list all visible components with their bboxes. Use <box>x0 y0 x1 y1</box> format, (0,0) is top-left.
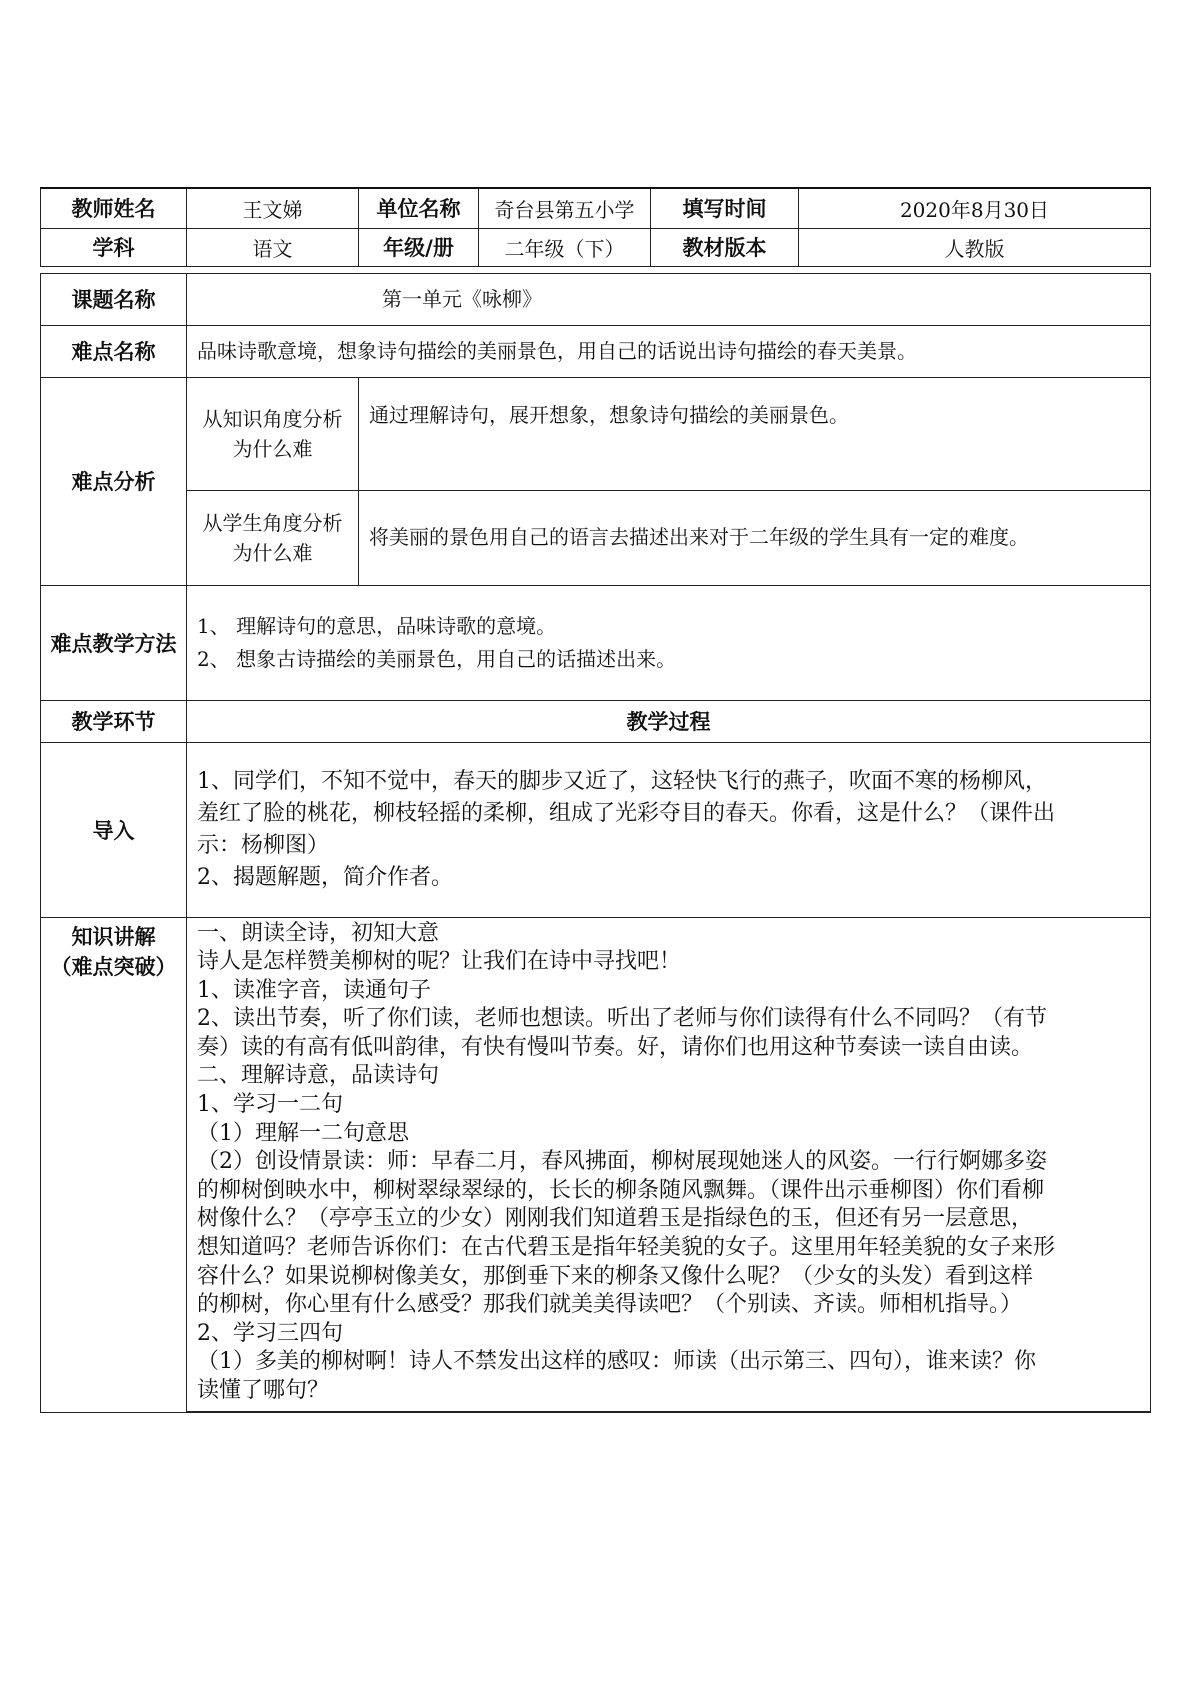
knowledge-content <box>187 917 1151 1412</box>
knowledge-line: 容什么？如果说柳树像美女，那倒垂下来的柳条又像什么呢？（少女的头发）看到这样 <box>197 1263 1034 1289</box>
subject-label: 学科 <box>41 228 187 266</box>
fill-time-label: 填写时间 <box>651 188 799 228</box>
difficulty-label: 难点名称 <box>41 325 187 377</box>
knowledge-line: 树像什么？（亭亭玉立的少女）刚刚我们知道碧玉是指绿色的玉，但还有另一层意思， <box>197 1206 1034 1232</box>
knowledge-label-line1: 知识讲解 <box>71 924 156 949</box>
knowledge-line: 2、学习三四句 <box>197 1320 343 1346</box>
difficulty-value: 品味诗歌意境，想象诗句描绘的美丽景色，用自己的话说出诗句描绘的春天美景。 <box>187 325 1151 377</box>
lesson-plan-sheet <box>40 187 1150 1413</box>
intro-content <box>187 742 1151 917</box>
process-header: 教学过程 <box>187 700 1151 742</box>
intro-line: 1、同学们，不知不觉中，春天的脚步又近了，这轻快飞行的燕子，吹面不寒的杨柳风， <box>197 768 1047 794</box>
knowledge-line: （1）多美的柳树啊！诗人不禁发出这样的感叹：师读（出示第三、四句），谁来读？你 <box>197 1349 1036 1375</box>
process-header-row <box>41 700 1151 742</box>
intro-line: 羞红了脸的桃花，柳枝轻摇的柔柳，组成了光彩夺目的春天。你看，这是什么？（课件出 <box>197 800 1056 826</box>
unit-name-label: 单位名称 <box>359 188 479 228</box>
knowledge-line: 诗人是怎样赞美柳树的呢？让我们在诗中寻找吧！ <box>197 949 682 975</box>
knowledge-line: 想知道吗？老师告诉你们：在古代碧玉是指年轻美貌的女子。这里用年轻美貌的女子来形 <box>197 1235 1056 1261</box>
teacher-name-value: 王文娣 <box>187 188 359 228</box>
edition-label: 教材版本 <box>651 228 799 266</box>
method-label: 难点教学方法 <box>41 585 187 700</box>
knowledge-line: 2、读出节奏，听了你们读，老师也想读。听出了老师与你们读得有什么不同吗？（有节 <box>197 1006 1047 1032</box>
knowledge-line: 读懂了哪句？ <box>197 1378 330 1403</box>
knowledge-angle-label <box>187 377 359 490</box>
intro-row <box>41 742 1151 917</box>
knowledge-angle-value: 通过理解诗句，展开想象，想象诗句描绘的美丽景色。 <box>359 377 1151 490</box>
grade-value: 二年级（下） <box>479 228 651 266</box>
knowledge-angle-label-line1: 从知识角度分析 <box>202 406 343 431</box>
method-list <box>187 585 1151 700</box>
method-item: 1、 理解诗句的意思，品味诗歌的意境。 <box>197 613 557 638</box>
topic-row <box>41 273 1151 325</box>
knowledge-row <box>41 917 1151 1412</box>
intro-line: 示：杨柳图） <box>197 832 330 858</box>
knowledge-line: （2）创设情景读：师：早春二月，春风拂面，柳树展现她迷人的风姿。一行行婀娜多姿 <box>197 1149 1047 1175</box>
knowledge-line: 二、理解诗意，品读诗句 <box>197 1063 440 1089</box>
student-angle-label <box>187 490 359 585</box>
edition-value: 人教版 <box>799 228 1151 266</box>
knowledge-line: （1）理解一二句意思 <box>197 1120 409 1146</box>
difficulty-row <box>41 325 1151 377</box>
intro-label: 导入 <box>41 742 187 917</box>
lesson-plan-table <box>40 187 1151 1413</box>
knowledge-line: 1、读准字音，读通句子 <box>197 977 431 1003</box>
unit-name-value: 奇台县第五小学 <box>479 188 651 228</box>
knowledge-label-line2: （难点突破） <box>50 954 177 979</box>
teacher-name-label: 教师姓名 <box>41 188 187 228</box>
method-item: 2、 想象古诗描绘的美丽景色，用自己的话描述出来。 <box>197 646 677 671</box>
header-row-subject <box>41 228 1151 266</box>
knowledge-label <box>41 917 187 1412</box>
student-angle-label-line2: 为什么难 <box>232 540 313 565</box>
intro-line: 2、揭题解题，简介作者。 <box>197 864 453 890</box>
analysis-row-student <box>41 490 1151 585</box>
knowledge-angle-label-line2: 为什么难 <box>232 436 313 461</box>
knowledge-line: 的柳树，你心里有什么感受？那我们就美美得读吧？（个别读、齐读。师相机指导。） <box>197 1292 1023 1318</box>
knowledge-line: 的柳树倒映水中，柳树翠绿翠绿的，长长的柳条随风飘舞。（课件出示垂柳图）你们看柳 <box>197 1177 1045 1203</box>
analysis-label: 难点分析 <box>41 377 187 585</box>
fill-time-value: 2020年8月30日 <box>799 188 1151 228</box>
grade-label: 年级/册 <box>359 228 479 266</box>
student-angle-value: 将美丽的景色用自己的语言去描述出来对于二年级的学生具有一定的难度。 <box>359 490 1151 585</box>
subject-value: 语文 <box>187 228 359 266</box>
knowledge-line: 奏）读的有高有低叫韵律，有快有慢叫节奏。好，请你们也用这种节奏读一读自由读。 <box>197 1034 1034 1060</box>
header-row-teacher <box>41 188 1151 228</box>
analysis-row-knowledge <box>41 377 1151 490</box>
method-row <box>41 585 1151 700</box>
student-angle-label-line1: 从学生角度分析 <box>202 510 343 535</box>
knowledge-line: 1、学习一二句 <box>197 1092 343 1118</box>
topic-value: 第一单元《咏柳》 <box>187 273 1151 325</box>
knowledge-line: 一、朗读全诗，初知大意 <box>197 920 440 946</box>
topic-label: 课题名称 <box>41 273 187 325</box>
stage-header: 教学环节 <box>41 700 187 742</box>
spacer-row <box>41 266 1151 273</box>
